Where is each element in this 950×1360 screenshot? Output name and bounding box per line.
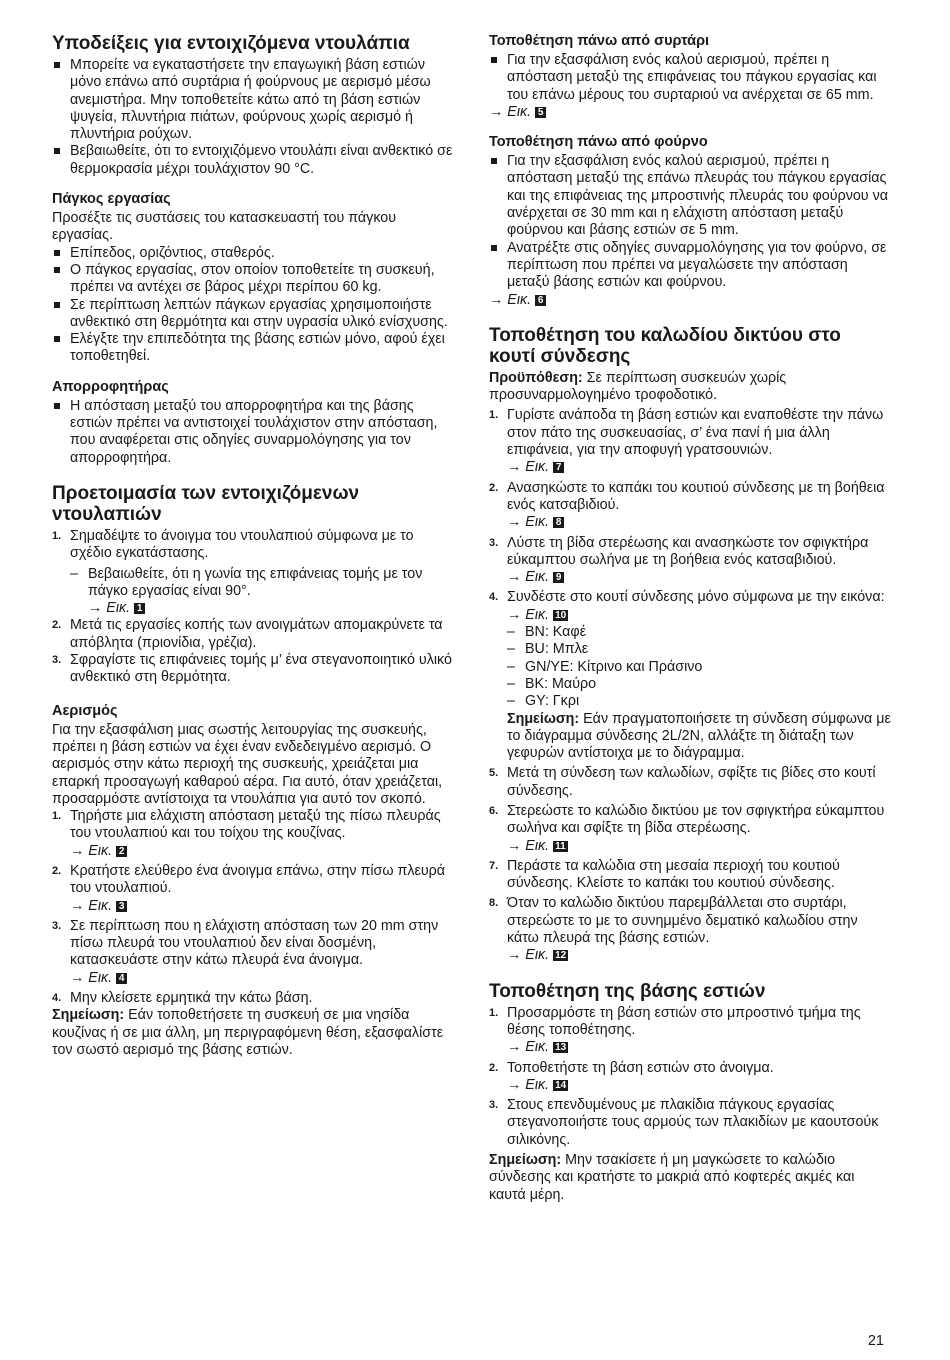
figure-badge: 9: [553, 572, 564, 583]
step-text: Σε περίπτωση που η ελάχιστη απόσταση των 20 mm στην πίσω πλευρά του ντουλαπιού δεν είναι δοσμένη, κατασκευάστε στην κάτω πλευρά ένα άνοιγμα.: [70, 917, 439, 969]
step-item: [489, 803, 891, 838]
step-item: [489, 589, 891, 606]
step-text: Λύστε τη βίδα στερέωσης και ανασηκώστε τον σφιγκτήρα εύκαμπτου σωλήνα με τη βοήθεια ενός κατσαβιδιού.: [507, 534, 869, 568]
figure-badge: 3: [116, 901, 127, 912]
prerequisite-text: Σε περίπτωση συσκευών χωρίς προσυναρμολογημένο τροφοδοτικό.: [489, 369, 787, 404]
figure-badge: 6: [535, 295, 546, 306]
subsection-title: Τοποθέτηση πάνω από συρτάρι: [489, 33, 710, 49]
section-title: Προετοιμασία των εντοιχιζόμενων ντουλαπιών: [52, 482, 360, 525]
step-text: Συνδέστε στο κουτί σύνδεσης μόνο σύμφωνα με την εικόνα:: [507, 589, 885, 606]
step-text: Προσαρμόστε τη βάση εστιών στο μπροστινό τμήμα της θέσης τοποθέτησης.: [507, 1004, 861, 1038]
figure-reference: → Εικ. 1: [70, 600, 454, 617]
wire-item: – GN/YE: Κίτρινο και Πράσινο: [507, 659, 891, 676]
step-item: [52, 863, 454, 898]
note-label: Σημείωση:: [52, 1007, 125, 1024]
page-number: 21: [867, 1333, 884, 1349]
step-number: 2.: [489, 481, 499, 494]
wire-item: – BN: Καφέ: [507, 624, 891, 641]
figure-badge: 12: [555, 950, 567, 962]
figure-reference: → Εικ. 10: [507, 606, 567, 623]
step-number: 2.: [52, 864, 62, 877]
figure-reference: → Εικ. 2: [52, 843, 454, 860]
step-text: Περάστε τα καλώδια στη μεσαία περιοχή του κουτιού σύνδεσης. Κλείστε το καπάκι του κουτιού σύνδεσης.: [507, 857, 840, 892]
step-number: 1.: [489, 1006, 499, 1019]
figure-badge: 5: [535, 107, 546, 118]
figure-badge: 11: [555, 840, 566, 852]
step-number: 3.: [489, 536, 499, 549]
step-text: Μετά τις εργασίες κοπής των ανοιγμάτων απομακρύνετε τα απόβλητα (πριονίδια, γρέζια).: [70, 617, 443, 651]
bullet-item: Για την εξασφάλιση ενός καλού αερισμού, πρέπει η απόσταση μεταξύ της επάνω πλευράς του πάγκου εργασίας και της επιφάνειας της μπροστινής πλευράς του φούρνου να ανέρχεται σε 30 mm και η ελάχιστη απόσταση μεταξύ φούρνου και βάσης εστιών σε 5 mm.: [489, 153, 891, 239]
step-number: 8.: [489, 897, 499, 910]
figure-badge: 13: [555, 1042, 567, 1054]
wire-item: – BU: Μπλε: [507, 641, 891, 658]
step-number: 3.: [52, 919, 62, 932]
figure-reference: → Εικ. 7: [489, 459, 891, 476]
step-text: Τοποθετήστε τη βάση εστιών στο άνοιγμα.: [507, 1059, 774, 1076]
section-title: Υποδείξεις για εντοιχιζόμενα ντουλάπια: [52, 33, 410, 54]
figure-badge: 10: [555, 609, 567, 621]
step-item: [52, 808, 454, 843]
note-label: Σημείωση:: [507, 710, 580, 727]
figure-reference: → Εικ. 13: [507, 1039, 567, 1056]
figure-badge: 2: [116, 846, 127, 857]
step-item: [489, 407, 891, 459]
subsection-title: Αερισμός: [52, 702, 118, 719]
bullet-item: Ανατρέξτε στις οδηγίες συναρμολόγησης για τον φούρνο, σε περίπτωση που πρέπει να μεγαλώσετε την απόσταση μεταξύ βάσης εστιών και φούρνου.: [489, 240, 891, 292]
wire-item: – BK: Μαύρο: [507, 676, 891, 693]
step-number: 7.: [489, 859, 499, 872]
step-item: [489, 895, 891, 947]
figure-reference: → Εικ. 9: [489, 569, 891, 586]
figure-badge: 7: [553, 462, 564, 473]
step-number: 1.: [52, 529, 62, 542]
step-text: Στους επενδυμένους με πλακίδια πάγκους εργασίας στεγανοποιήστε τους αρμούς των πλακιδίων με καουτσούκ σιλικόνης.: [507, 1097, 879, 1148]
prerequisite-label: Προϋπόθεση:: [489, 369, 583, 386]
step-text: Σφραγίστε τις επιφάνειες τομής μ’ ένα στεγανοποιητικό υλικό ανθεκτικό στη θερμότητα.: [70, 652, 452, 686]
step-number: 3.: [489, 1099, 499, 1112]
figure-badge: 4: [116, 973, 127, 984]
paragraph: Για την εξασφάλιση μιας σωστής λειτουργίας της συσκευής, πρέπει η βάση εστιών να έχει έναν ενδεδειγμένο αερισμό. Ο αερισμός στην κάτω περιοχή της συσκευής, χρειάζεται μια επαρκή προσαγωγή καθαρού αέρα. Για αυτό, όταν χρειάζεται, προσαρμόστε αντίστοιχα τα ντουλάπια για αυτό τον σκοπό.: [52, 721, 443, 807]
section-title: Τοποθέτηση της βάσης εστιών: [489, 980, 766, 1002]
figure-reference: → Εικ. 11: [507, 837, 566, 854]
figure-badge: 8: [553, 517, 564, 528]
step-item: [52, 918, 454, 970]
step-text: Σημαδέψτε το άνοιγμα του ντουλαπιού σύμφωνα με το σχέδιο εγκατάστασης.: [70, 527, 414, 562]
right-column: [489, 33, 891, 1204]
step-item: [52, 652, 454, 687]
figure-badge: 14: [555, 1079, 567, 1091]
step-text: Όταν το καλώδιο δικτύου παρεμβάλλεται στο συρτάρι, στερεώστε το με το συνημμένο δεματικό καλωδίου στην κάτω πλευρά της βάσης εστιών.: [507, 895, 858, 947]
step-item: [52, 528, 454, 563]
step-text: Μην κλείσετε ερμητικά την κάτω βάση.: [70, 990, 313, 1007]
step-item: [52, 617, 454, 652]
bullet-item: Η απόσταση μεταξύ του απορροφητήρα και της βάσης εστιών πρέπει να αντιστοιχεί τουλάχιστον στην απόσταση, που αναφέρεται στις οδηγίες συναρμολόγησης για τον απορροφητήρα.: [52, 398, 454, 467]
step-number: 4.: [52, 992, 62, 1005]
figure-reference: → Εικ. 12: [507, 947, 567, 964]
figure-reference: → Εικ. 6: [489, 292, 891, 309]
note-text: Εάν τοποθετήσετε τη συσκευή σε μια νησίδα κουζίνας ή σε μια άλλη, μη περιγραφόμενη θέση, εξασφαλίστε τον σωστό αερισμό της βάσης εστιών.: [52, 1007, 444, 1058]
bullet-item: Ο πάγκος εργασίας, στον οποίον τοποθετείτε τη συσκευή, πρέπει να αντέχει σε βάρος μέχρι περίπου 60 kg.: [52, 262, 454, 297]
figure-reference: → Εικ. 3: [52, 898, 454, 915]
note-text: Μην τσακίσετε ή μη μαγκώσετε το καλώδιο σύνδεσης και κρατήστε το μακριά από κοφτερές ακμές και καυτά μέρη.: [489, 1152, 855, 1203]
step-item: [489, 858, 891, 893]
step-number: 4.: [489, 591, 499, 604]
step-text: Κρατήστε ελεύθερο ένα άνοιγμα επάνω, στην πίσω πλευρά του ντουλαπιού.: [70, 862, 446, 897]
step-item: [52, 990, 454, 1007]
note: [489, 711, 891, 763]
step-number: 3.: [52, 654, 62, 667]
bullet-item: Βεβαιωθείτε, ότι το εντοιχιζόμενο ντουλάπι είναι ανθεκτικό σε θερμοκρασία μέχρι τουλάχιστον 90 °C.: [52, 143, 454, 178]
figure-badge: 1: [134, 603, 145, 614]
note: [52, 1007, 454, 1059]
left-column: [52, 33, 454, 1059]
bullet-item: Για την εξασφάλιση ενός καλού αερισμού, πρέπει η απόσταση μεταξύ της επιφάνειας του πάγκου εργασίας και του επάνω μέρους του συρταριού να ανέρχεται σε 65 mm.: [489, 52, 891, 104]
step-text: Στερεώστε το καλώδιο δικτύου με τον σφιγκτήρα εύκαμπτου σωλήνα και σφίξτε τη βίδα στερέωσης.: [507, 802, 885, 837]
step-item: [489, 765, 891, 800]
subsection-title: Τοποθέτηση πάνω από φούρνο: [489, 134, 708, 151]
bullet-item: Επίπεδος, οριζόντιος, σταθερός.: [52, 245, 454, 262]
step-item: [489, 480, 891, 515]
note-text: Εάν πραγματοποιήσετε τη σύνδεση σύμφωνα με το διάγραμμα σύνδεσης 2L/2N, αλλάξτε τη διάταξη των γεφυρών αντίστοιχα με το διάγραμμα.: [507, 710, 891, 762]
step-text: Ανασηκώστε το καπάκι του κουτιού σύνδεσης με τη βοήθεια ενός κατσαβιδιού.: [507, 479, 885, 513]
paragraph: Προσέξτε τις συστάσεις του κατασκευαστή του πάγκου εργασίας.: [52, 210, 397, 244]
wire-list: [489, 624, 891, 710]
step-number: 6.: [489, 804, 499, 817]
section-title: Τοποθέτηση του καλωδίου δικτύου στο κουτί σύνδεσης: [489, 324, 841, 367]
step-number: 2.: [52, 619, 62, 632]
step-text: Μετά τη σύνδεση των καλωδίων, σφίξτε τις βίδες στο κουτί σύνδεσης.: [507, 765, 876, 799]
subsection-title: Πάγκος εργασίας: [52, 191, 171, 208]
prerequisite: [489, 370, 891, 405]
step-number: 5.: [489, 767, 499, 780]
figure-reference: → Εικ. 14: [507, 1076, 567, 1093]
step-item: [489, 1005, 891, 1040]
dash-item: – Βεβαιωθείτε, ότι η γωνία της επιφάνειας τομής με τον πάγκο εργασίας είναι 90°.: [70, 566, 454, 601]
note-label: Σημείωση:: [489, 1152, 562, 1169]
figure-reference: → Εικ. 8: [489, 514, 891, 531]
step-text: Τηρήστε μια ελάχιστη απόσταση μεταξύ της πίσω πλευράς του ντουλαπιού και του τοίχου της κουζίνας.: [70, 808, 441, 842]
bullet-item: Μπορείτε να εγκαταστήσετε την επαγωγική βάση εστιών μόνο επάνω από συρτάρια ή φούρνους με αερισμό μέσω ανεμιστήρα. Μην τοποθετείτε κάτω από τη βάση εστιών ψυγεία, πλυντήρια πιάτων, φούρνους χωρίς αερισμό ή πλυντήρια ρούχων.: [52, 57, 454, 143]
step-number: 2.: [489, 1061, 499, 1074]
note: [489, 1152, 891, 1204]
step-item: [489, 535, 891, 570]
bullet-item: Σε περίπτωση λεπτών πάγκων εργασίας χρησιμοποιήστε ανθεκτικό στη θερμότητα και στην υγρασία υλικό ενίσχυσης.: [52, 297, 454, 332]
figure-reference: → Εικ. 5: [489, 104, 891, 121]
figure-reference: → Εικ. 4: [52, 970, 454, 987]
step-number: 1.: [52, 810, 62, 823]
subsection-title: Απορροφητήρας: [52, 378, 169, 395]
bullet-item: Ελέγξτε την επιπεδότητα της βάσης εστιών μόνο, αφού έχει τοποθετηθεί.: [52, 331, 454, 366]
step-number: 1.: [489, 409, 499, 422]
wire-item: – GY: Γκρι: [507, 693, 891, 710]
step-item: [489, 1097, 891, 1149]
step-text: Γυρίστε ανάποδα τη βάση εστιών και εναποθέστε την πάνω στον πάτο της συσκευασίας, σ’ ένα πανί ή μια άλλη επιφάνεια, για την αποφυγή γρατσουνιών.: [507, 407, 884, 459]
step-item: [489, 1060, 891, 1077]
